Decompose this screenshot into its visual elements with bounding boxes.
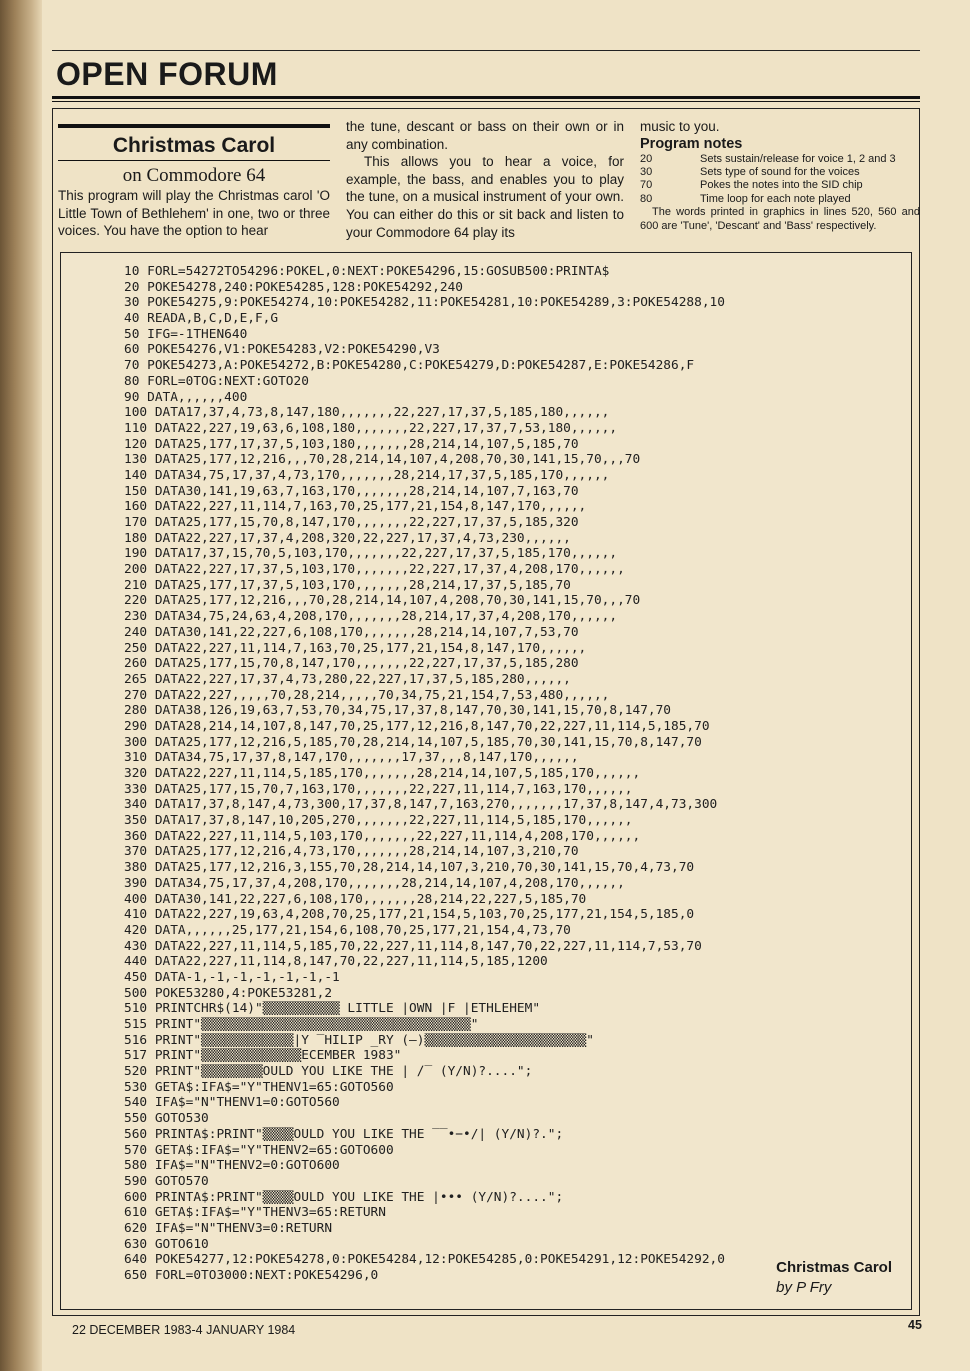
code-line: 440 DATA22,227,11,114,8,147,70,22,227,11,114,5,185,1200 <box>124 954 548 970</box>
code-line: 280 DATA38,126,19,63,7,53,70,34,75,17,37,8,147,70,30,141,15,70,8,147,70 <box>124 703 672 719</box>
program-notes-footnote: The words printed in graphics in lines 520, 560 and 600 are 'Tune', 'Descant' and 'Bass' respectively. <box>640 206 920 232</box>
listing-credit <box>776 1258 892 1298</box>
intro-paragraph-continued: the tune, descant or bass on their own or in any combination. <box>346 119 624 152</box>
code-line: 70 POKE54273,A:POKE54272,B:POKE54280,C:POKE54279,D:POKE54287,E:POKE54286,F <box>124 358 695 374</box>
credit-author: by P Fry <box>776 1279 832 1296</box>
code-line: 265 DATA22,227,17,37,4,73,280,22,227,17,37,5,185,280,,,,,, <box>124 671 571 687</box>
top-rule <box>52 50 920 51</box>
program-note <box>640 179 920 192</box>
code-line: 517 PRINT"▒▒▒▒▒▒▒▒▒▒▒▒▒ECEMBER 1983" <box>124 1048 402 1064</box>
code-line: 60 POKE54276,V1:POKE54283,V2:POKE54290,V3 <box>124 342 440 358</box>
code-line: 130 DATA25,177,12,216,,,70,28,214,14,107,4,208,70,30,141,15,70,,,70 <box>124 452 641 468</box>
second-paragraph: This allows you to hear a voice, for example, the bass, and enables you to play the tune, on a musical instrument of your own. You can either do this or sit back and listen to your Commodore 64 play its <box>346 154 624 240</box>
basic-program-listing <box>124 264 914 1284</box>
code-line: 540 IFA$="N"THENV1=0:GOTO560 <box>124 1095 340 1111</box>
intro-paragraph: This program will play the Christmas carol 'O Little Town of Bethlehem' in one, two or three voices. You have the option to hear <box>58 188 330 239</box>
code-line: 150 DATA30,141,19,63,7,163,170,,,,,,,28,214,14,107,7,163,70 <box>124 483 579 499</box>
program-note <box>640 193 920 206</box>
note-text: Sets sustain/release for voice 1, 2 and 3 <box>700 152 896 165</box>
program-note <box>640 166 920 179</box>
note-line-number: 20 <box>640 152 653 165</box>
code-line: 390 DATA34,75,17,37,4,208,170,,,,,,,28,214,14,107,4,208,170,,,,,, <box>124 875 625 891</box>
code-line: 90 DATA,,,,,,400 <box>124 389 248 405</box>
page-number: 45 <box>908 1318 922 1332</box>
code-line: 100 DATA17,37,4,73,8,147,180,,,,,,,22,227,17,37,5,185,180,,,,,, <box>124 405 610 421</box>
code-line: 570 GETA$:IFA$="Y"THENV2=65:GOTO600 <box>124 1142 394 1158</box>
code-line: 160 DATA22,227,11,114,7,163,70,25,177,21,154,8,147,170,,,,,, <box>124 499 587 515</box>
code-line: 270 DATA22,227,,,,,70,28,214,,,,,70,34,75,21,154,7,53,480,,,,,, <box>124 687 610 703</box>
code-line: 650 FORL=0TO3000:NEXT:POKE54296,0 <box>124 1268 379 1283</box>
code-line: 180 DATA22,227,17,37,4,208,320,22,227,17,37,4,73,230,,,,,, <box>124 530 571 546</box>
code-line: 330 DATA25,177,15,70,7,163,170,,,,,,,22,227,11,114,7,163,170,,,,,, <box>124 781 633 797</box>
code-line: 560 PRINTA$:PRINT"▒▒▒▒OULD YOU LIKE THE ‾‾•−•/| (Y/N)?."; <box>124 1126 564 1142</box>
code-line: 430 DATA22,227,11,114,5,185,70,22,227,11,114,8,147,70,22,227,11,114,7,53,70 <box>124 938 702 954</box>
code-line: 320 DATA22,227,11,114,5,185,170,,,,,,,28,214,14,107,5,185,170,,,,,, <box>124 766 641 781</box>
code-line: 50 IFG=-1THEN640 <box>124 326 248 342</box>
code-line: 530 GETA$:IFA$="Y"THENV1=65:GOTO560 <box>124 1079 394 1095</box>
note-line-number: 30 <box>640 166 653 178</box>
code-line: 360 DATA22,227,11,114,5,103,170,,,,,,,22,227,11,114,4,208,170,,,,,, <box>124 828 641 844</box>
code-line: 200 DATA22,227,17,37,5,103,170,,,,,,,22,227,17,37,4,208,170,,,,,, <box>124 562 625 578</box>
column-3 <box>640 118 920 233</box>
code-line: 590 GOTO570 <box>124 1173 209 1189</box>
code-line: 190 DATA17,37,15,70,5,103,170,,,,,,,22,227,17,37,5,185,170,,,,,, <box>124 546 618 562</box>
code-line: 410 DATA22,227,19,63,4,208,70,25,177,21,154,5,103,70,25,177,21,154,5,185,0 <box>124 907 695 923</box>
section-title: OPEN FORUM <box>56 56 278 92</box>
column-1 <box>58 118 330 240</box>
code-line: 30 POKE54275,9:POKE54274,10:POKE54282,11:POKE54281,10:POKE54289,3:POKE54288,10 <box>124 295 725 311</box>
article-heading <box>58 124 330 161</box>
code-line: 630 GOTO610 <box>124 1236 209 1252</box>
code-line: 580 IFA$="N"THENV2=0:GOTO600 <box>124 1158 340 1174</box>
code-line: 170 DATA25,177,15,70,8,147,170,,,,,,,22,227,17,37,5,185,320 <box>124 515 579 530</box>
section-rule-thin <box>52 101 920 102</box>
program-notes-list <box>640 153 920 207</box>
code-line: 380 DATA25,177,12,216,3,155,70,28,214,14,107,3,210,70,30,141,15,70,4,73,70 <box>124 860 695 876</box>
program-notes-heading: Program notes <box>640 135 743 152</box>
code-line: 10 FORL=54272TO54296:POKEL,0:NEXT:POKE54296,15:GOSUB500:PRINTA$ <box>124 264 610 279</box>
code-line: 80 FORL=0TOG:NEXT:GOTO20 <box>124 373 309 389</box>
note-line-number: 70 <box>640 179 653 192</box>
code-line: 610 GETA$:IFA$="Y"THENV3=65:RETURN <box>124 1205 386 1221</box>
column-2 <box>346 118 624 241</box>
code-line: 370 DATA25,177,12,216,4,73,170,,,,,,,28,214,14,107,3,210,70 <box>124 844 579 860</box>
code-line: 515 PRINT"▒▒▒▒▒▒▒▒▒▒▒▒▒▒▒▒▒▒▒▒▒▒▒▒▒▒▒▒▒▒▒▒▒▒▒" <box>124 1017 479 1032</box>
code-line: 210 DATA25,177,17,37,5,103,170,,,,,,,28,214,17,37,5,185,70 <box>124 577 571 593</box>
credit-title: Christmas Carol <box>776 1259 892 1276</box>
code-line: 110 DATA22,227,19,63,6,108,180,,,,,,,22,227,17,37,7,53,180,,,,,, <box>124 420 618 436</box>
program-note <box>640 153 920 166</box>
code-line: 140 DATA34,75,17,37,4,73,170,,,,,,,28,214,17,37,5,185,170,,,,,, <box>124 467 610 483</box>
note-text: Pokes the notes into the SID chip <box>700 179 863 192</box>
note-line-number: 80 <box>640 192 653 205</box>
code-line: 420 DATA,,,,,,25,177,21,154,6,108,70,25,177,21,154,4,73,70 <box>124 922 571 938</box>
article-title: Christmas Carol <box>112 134 276 157</box>
code-line: 510 PRINTCHR$(14)"▒▒▒▒▒▒▒▒▒▒ LITTLE |OWN |F |ETHLEHEM" <box>124 1001 541 1017</box>
section-rule <box>52 96 920 99</box>
code-line: 350 DATA17,37,8,147,10,205,270,,,,,,,22,227,11,114,5,185,170,,,,,, <box>124 813 633 829</box>
code-line: 240 DATA30,141,22,227,6,108,170,,,,,,,28,214,14,107,7,53,70 <box>124 624 579 640</box>
code-line: 20 POKE54278,240:POKE54285,128:POKE54292,240 <box>124 279 463 295</box>
magazine-page <box>42 0 970 1371</box>
code-line: 40 READA,B,C,D,E,F,G <box>124 311 279 327</box>
code-line: 516 PRINT"▒▒▒▒▒▒▒▒▒▒▒▒|Y ‾HILIP _RY (–)▒▒▒▒▒▒▒▒▒▒▒▒▒▒▒▒▒▒▒▒▒" <box>124 1032 594 1048</box>
code-line: 260 DATA25,177,15,70,8,147,170,,,,,,,22,227,17,37,5,185,280 <box>124 656 579 672</box>
code-line: 310 DATA34,75,17,37,8,147,170,,,,,,,17,37,,,8,147,170,,,,,, <box>124 750 579 766</box>
code-line: 120 DATA25,177,17,37,5,103,180,,,,,,,28,214,14,107,5,185,70 <box>124 436 579 452</box>
binding-gutter <box>0 0 42 1371</box>
code-line: 550 GOTO530 <box>124 1111 209 1127</box>
code-line: 250 DATA22,227,11,114,7,163,70,25,177,21,154,8,147,170,,,,,, <box>124 640 587 656</box>
code-line: 500 POKE53280,4:POKE53281,2 <box>124 985 333 1001</box>
note-text: Time loop for each note played <box>700 192 851 205</box>
code-line: 520 PRINT"▒▒▒▒▒▒▒▒OULD YOU LIKE THE | ∕‾ (Y/N)?...."; <box>124 1064 533 1080</box>
code-line: 620 IFA$="N"THENV3=0:RETURN <box>124 1220 333 1236</box>
code-line: 230 DATA34,75,24,63,4,208,170,,,,,,,28,214,17,37,4,208,170,,,,,, <box>124 609 618 625</box>
code-line: 450 DATA-1,-1,-1,-1,-1,-1,-1 <box>124 969 340 985</box>
code-line: 300 DATA25,177,12,216,5,185,70,28,214,14,107,5,185,70,30,141,15,70,8,147,70 <box>124 734 702 750</box>
code-line: 220 DATA25,177,12,216,,,70,28,214,14,107,4,208,70,30,141,15,70,,,70 <box>124 593 641 609</box>
code-line: 640 POKE54277,12:POKE54278,0:POKE54284,12:POKE54285,0:POKE54291,12:POKE54292,0 <box>124 1252 725 1268</box>
article-subtitle: on Commodore 64 <box>122 165 266 186</box>
issue-date: 22 DECEMBER 1983-4 JANUARY 1984 <box>72 1323 296 1337</box>
note-text: Sets type of sound for the voices <box>700 166 860 178</box>
code-line: 400 DATA30,141,22,227,6,108,170,,,,,,,28,214,22,227,5,185,70 <box>124 891 587 907</box>
second-paragraph-continued: music to you. <box>640 119 720 134</box>
code-line: 600 PRINTA$:PRINT"▒▒▒▒OULD YOU LIKE THE |••• (Y/N)?...."; <box>124 1189 564 1205</box>
code-line: 340 DATA17,37,8,147,4,73,300,17,37,8,147,7,163,270,,,,,,,17,37,8,147,4,73,300 <box>124 797 718 813</box>
code-line: 290 DATA28,214,14,107,8,147,70,25,177,12,216,8,147,70,22,227,11,114,5,185,70 <box>124 718 710 734</box>
